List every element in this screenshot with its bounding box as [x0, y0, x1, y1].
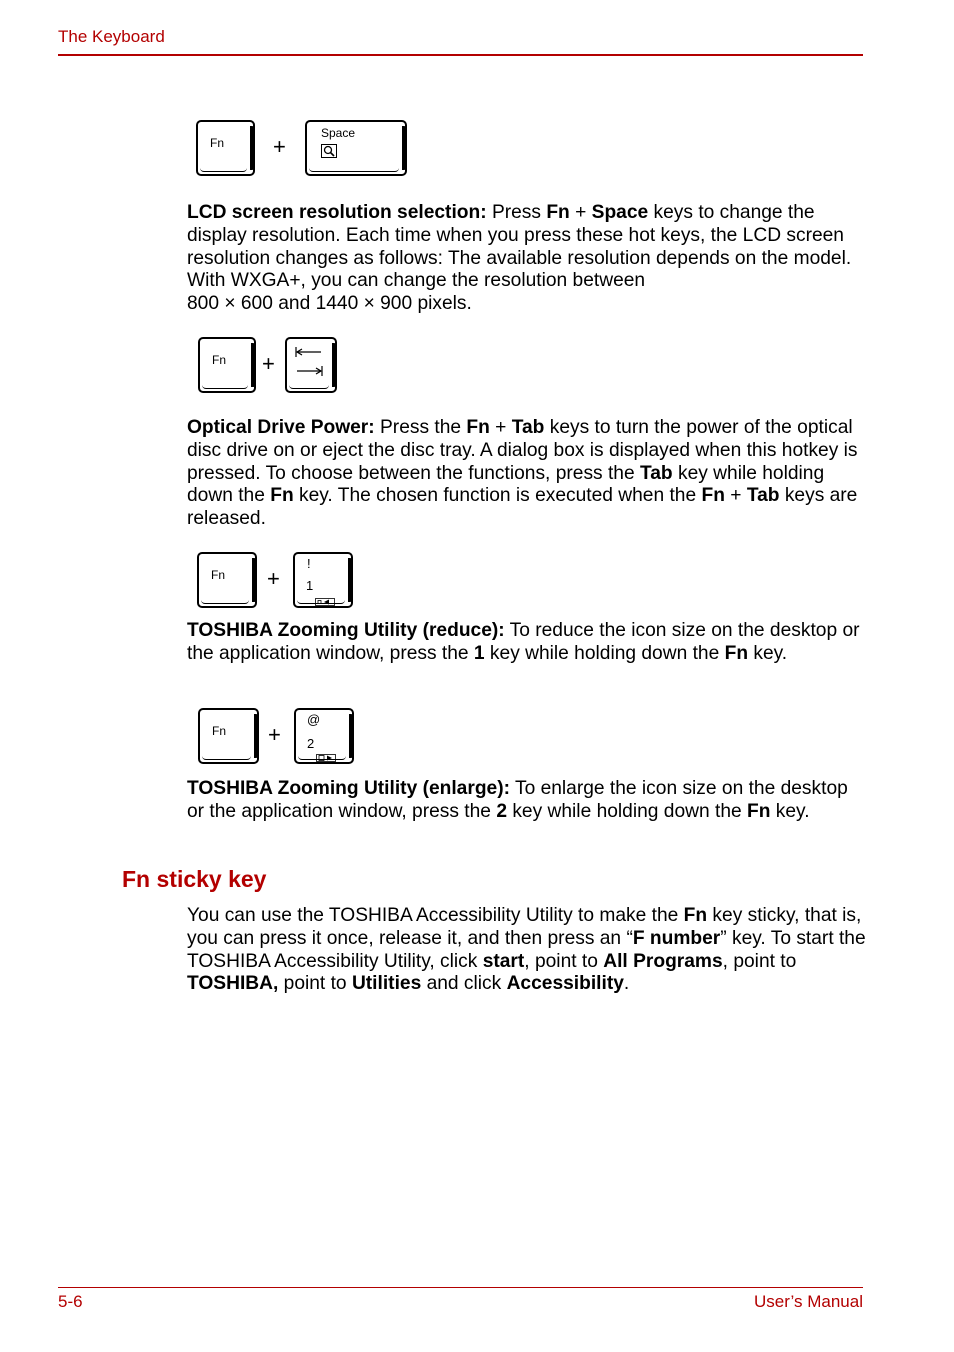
two-key: @ 2 [294, 708, 354, 764]
zoom-enlarge-paragraph: TOSHIBA Zooming Utility (enlarge): To enlarge the icon size on the desktop or the application window, press the 2 key while holding down the Fn key. [187, 778, 848, 822]
fn-2-key-illustration [196, 708, 356, 766]
zoom-reduce-icon [315, 598, 335, 606]
footer-title: User’s Manual [754, 1292, 863, 1311]
running-header: The Keyboard [58, 27, 165, 46]
zoom-enlarge-icon [316, 754, 336, 762]
fn-sticky-key-paragraph: You can use the TOSHIBA Accessibility Utility to make the Fn key sticky, that is, you can press it once, release it, and then press an “F number” key. To start the TOSHIBA Accessibility Utility, click start, point to All Programs, point to TOSHIBA, point to Utilities and click Accessibility. [187, 905, 866, 995]
plus-sign: + [268, 722, 281, 747]
fn-space-key-illustration [196, 120, 408, 178]
zoom-magnifier-icon [321, 144, 337, 158]
space-key: Space [305, 120, 407, 176]
fn-key: Fn [196, 120, 255, 176]
tab-arrows-icon [293, 345, 325, 377]
plus-sign: + [262, 351, 275, 376]
fn-key: Fn [198, 337, 256, 393]
header-rule [58, 54, 863, 56]
fn-key: Fn [198, 708, 259, 764]
fn-tab-key-illustration [196, 337, 338, 395]
optical-drive-paragraph: Optical Drive Power: Press the Fn + Tab keys to turn the power of the optical disc drive on or eject the disc tray. A dialog box is displayed when this hotkey is pressed. To choose between the functions, press the Tab key while holding down the Fn key. The chosen function is executed when the Fn + Tab keys are released. [187, 417, 858, 530]
plus-sign: + [273, 134, 286, 159]
fn-1-key-illustration [196, 552, 354, 610]
zoom-reduce-paragraph: TOSHIBA Zooming Utility (reduce): To reduce the icon size on the desktop or the application window, press the 1 key while holding down the Fn key. [187, 620, 860, 664]
footer-rule [58, 1287, 863, 1288]
fn-key: Fn [197, 552, 257, 608]
lcd-resolution-paragraph: LCD screen resolution selection: Press Fn + Space keys to change the display resolution. Each time when you press these hot keys, the LCD screen resolution changes as follows: The available resolution depends on the model. With WXGA+, you can change the resolution between 800 × 600 and 1440 × 900 pixels. [187, 202, 852, 315]
page-number: 5-6 [58, 1292, 83, 1311]
one-key: ! 1 [293, 552, 353, 608]
tab-key [285, 337, 337, 393]
fn-sticky-key-heading: Fn sticky key [122, 866, 267, 892]
plus-sign: + [267, 566, 280, 591]
